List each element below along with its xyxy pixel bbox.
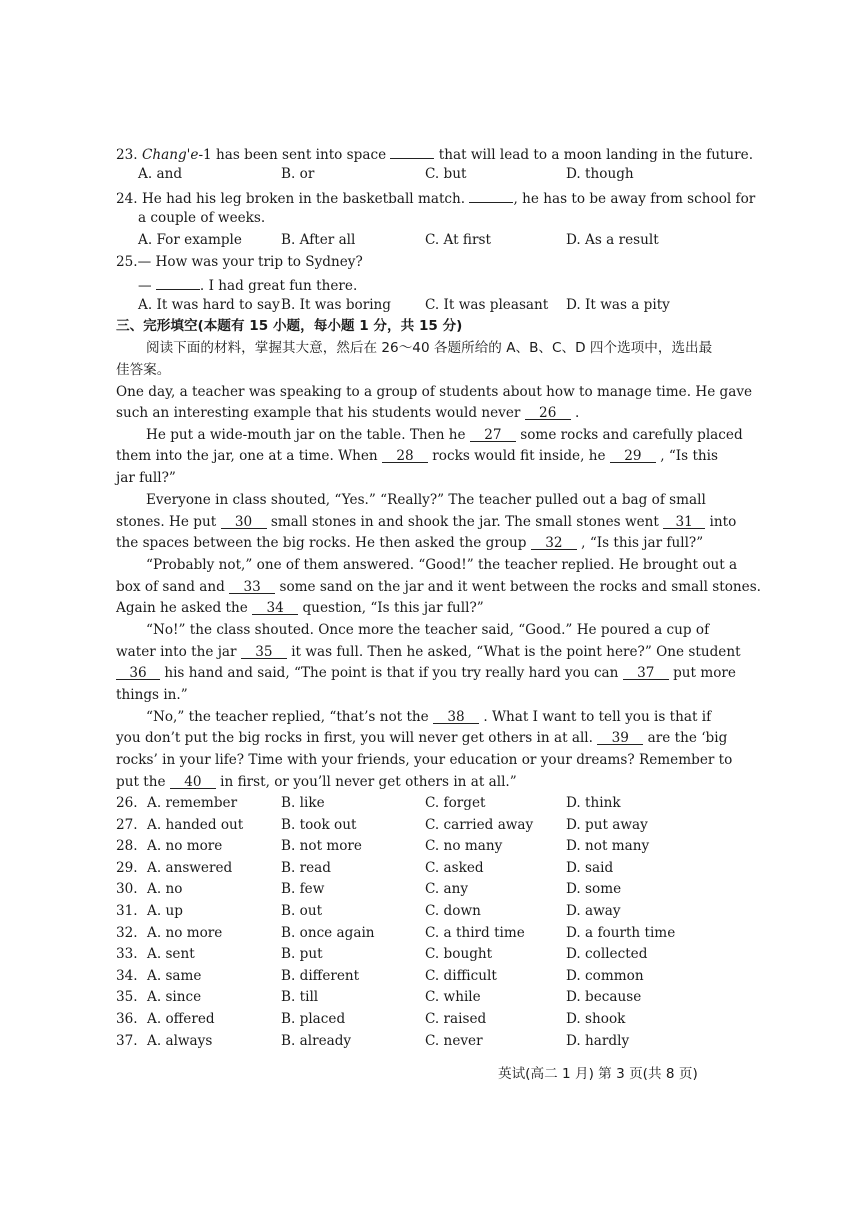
blank-36: 36 xyxy=(116,663,160,680)
option-a: A. It was hard to say xyxy=(138,297,280,313)
answer-option: A. sent xyxy=(147,946,195,963)
passage-line xyxy=(116,728,727,748)
answer-option: B. different xyxy=(281,967,360,984)
blank-35: 35 xyxy=(241,642,287,659)
option-b: B. or xyxy=(281,166,315,182)
blank-40: 40 xyxy=(170,772,216,789)
passage-line xyxy=(116,598,484,618)
answer-option: B. put xyxy=(281,946,323,963)
answer-option: C. a third time xyxy=(425,924,525,941)
answer-option: C. any xyxy=(425,881,469,898)
answer-option: A. no more xyxy=(147,924,223,941)
blank-29: 29 xyxy=(610,446,656,463)
passage-text: question, “Is this jar full?” xyxy=(302,600,484,616)
passage-line xyxy=(116,533,703,553)
question-number: 23. xyxy=(116,147,138,163)
answer-option: D. said xyxy=(566,859,614,876)
answer-number: 30. xyxy=(116,881,138,898)
answer-option: C. raised xyxy=(425,1011,487,1027)
blank-30: 30 xyxy=(221,512,267,529)
answer-option: D. put away xyxy=(566,816,648,833)
passage-text: rocks would fit inside, he xyxy=(432,448,606,464)
answer-option: B. took out xyxy=(281,816,357,833)
passage-line: things in.” xyxy=(116,687,188,703)
answer-number: 37. xyxy=(116,1032,138,1049)
answer-option: C. carried away xyxy=(425,816,534,833)
answer-option: A. remember xyxy=(147,795,238,811)
blank-33: 33 xyxy=(229,577,275,594)
answer-option: D. because xyxy=(566,989,642,1006)
passage-line xyxy=(116,446,718,466)
answer-option: B. like xyxy=(281,795,325,811)
option-d: D. As a result xyxy=(566,232,659,248)
option-c: C. but xyxy=(425,166,467,182)
blank-27: 27 xyxy=(470,425,516,442)
answer-option: D. common xyxy=(566,967,644,984)
answer-option: C. difficult xyxy=(425,967,497,984)
answer-option: B. already xyxy=(281,1032,352,1049)
answer-option: D. away xyxy=(566,903,621,919)
blank-38: 38 xyxy=(433,707,479,724)
answer-number: 36. xyxy=(116,1011,138,1027)
answer-option: C. bought xyxy=(425,946,493,963)
passage-text: stones. He put xyxy=(116,514,217,530)
answer-option: A. no more xyxy=(147,838,223,855)
dash: — xyxy=(138,278,152,294)
passage-text: in first, or you’ll never get others in at all.” xyxy=(220,774,517,790)
passage-text: some sand on the jar and it went between the rocks and small stones. xyxy=(279,579,762,595)
question-text: . I had great fun there. xyxy=(199,278,358,294)
passage-text: put more xyxy=(673,665,736,681)
question-text: He had his leg broken in the basketball match. xyxy=(141,191,466,207)
passage-text: some rocks and carefully placed xyxy=(520,427,743,443)
passage-line xyxy=(116,642,741,662)
question-text: Chang'e xyxy=(141,147,199,163)
answer-option: B. not more xyxy=(281,838,362,855)
question-25 xyxy=(116,252,363,272)
passage-line: “No!” the class shouted. Once more the teacher said, “Good.” He poured a cup of xyxy=(146,622,710,638)
answer-blank xyxy=(469,186,513,203)
passage-text: his hand and said, “The point is that if you try really hard you can xyxy=(164,665,619,681)
question-text: — How was your trip to Sydney? xyxy=(137,254,363,270)
passage-line xyxy=(146,425,743,445)
passage-text: Again he asked the xyxy=(116,600,248,616)
passage-text: them into the jar, one at a time. When xyxy=(116,448,378,464)
blank-39: 39 xyxy=(597,728,643,745)
answer-option: C. no many xyxy=(425,838,503,855)
passage-line: Everyone in class shouted, “Yes.” “Really?” The teacher pulled out a bag of small xyxy=(146,492,706,508)
answer-option: A. answered xyxy=(147,859,233,876)
answer-option: A. same xyxy=(147,967,202,984)
answer-option: D. some xyxy=(566,881,622,898)
passage-text: He put a wide-mouth jar on the table. Then he xyxy=(146,427,466,443)
passage-text: are the ‘big xyxy=(647,730,728,746)
answer-option: B. till xyxy=(281,989,319,1006)
answer-option: D. not many xyxy=(566,838,650,855)
answer-number: 33. xyxy=(116,946,138,963)
passage-text: such an interesting example that his students would never xyxy=(116,405,521,421)
option-a: A. and xyxy=(138,166,183,182)
answer-option: B. out xyxy=(281,903,323,919)
passage-line xyxy=(146,707,711,727)
section-heading: 三、完形填空(本题有 15 小题，每小题 1 分，共 15 分) xyxy=(116,318,463,334)
option-a: A. For example xyxy=(138,232,242,248)
passage-text: you don’t put the big rocks in first, you will never get others in at all. xyxy=(116,730,593,746)
answer-option: D. think xyxy=(566,795,621,811)
answer-option: C. asked xyxy=(425,859,484,876)
passage-text: the spaces between the big rocks. He then asked the group xyxy=(116,535,527,551)
answer-option: D. shook xyxy=(566,1011,626,1027)
question-text: a couple of weeks. xyxy=(138,210,266,226)
passage-line xyxy=(116,663,736,683)
question-number: 24. xyxy=(116,191,138,207)
answer-option: B. few xyxy=(281,881,325,898)
blank-28: 28 xyxy=(382,446,428,463)
passage-text: put the xyxy=(116,774,166,790)
question-24 xyxy=(116,186,755,209)
answer-number: 27. xyxy=(116,816,138,833)
answer-option: A. handed out xyxy=(147,816,244,833)
passage-line: One day, a teacher was speaking to a group of students about how to manage time. He gave xyxy=(116,384,753,400)
passage-line: jar full?” xyxy=(116,470,176,486)
answer-number: 31. xyxy=(116,903,138,919)
answer-option: A. always xyxy=(147,1032,213,1049)
option-d: D. It was a pity xyxy=(566,297,670,313)
passage-text: it was full. Then he asked, “What is the point here?” One student xyxy=(291,644,741,660)
blank-37: 37 xyxy=(623,663,669,680)
answer-option: C. never xyxy=(425,1032,483,1049)
answer-option: A. up xyxy=(147,903,183,919)
answer-option: B. placed xyxy=(281,1011,346,1027)
page-footer: 英试(高二 1 月) 第 3 页(共 8 页) xyxy=(498,1066,698,1082)
passage-text: “No,” the teacher replied, “that’s not the xyxy=(146,709,429,725)
passage-text: , “Is this jar full?” xyxy=(581,535,704,551)
passage-line xyxy=(116,403,579,423)
blank-32: 32 xyxy=(531,533,577,550)
answer-option: C. down xyxy=(425,903,481,919)
question-text: , he has to be away from school for xyxy=(513,191,756,207)
passage-line xyxy=(116,772,517,792)
answer-number: 29. xyxy=(116,859,138,876)
answer-option: D. collected xyxy=(566,946,648,963)
answer-option: B. once again xyxy=(281,924,375,941)
blank-31: 31 xyxy=(663,512,705,529)
answer-option: D. hardly xyxy=(566,1032,630,1049)
answer-number: 35. xyxy=(116,989,138,1006)
answer-blank xyxy=(390,142,434,159)
question-text: that will lead to a moon landing in the future. xyxy=(438,147,754,163)
answer-option: B. read xyxy=(281,859,331,876)
passage-text: into xyxy=(709,514,737,530)
passage-line: rocks’ in your life? Time with your friends, your education or your dreams? Remember to xyxy=(116,752,733,768)
passage-text: box of sand and xyxy=(116,579,225,595)
answer-option: A. no xyxy=(147,881,183,898)
answer-number: 32. xyxy=(116,924,138,941)
passage-text: . xyxy=(575,405,580,421)
passage-text: small stones in and shook the jar. The small stones went xyxy=(270,514,659,530)
option-d: D. though xyxy=(566,166,634,182)
question-23 xyxy=(116,142,753,165)
blank-34: 34 xyxy=(252,598,298,615)
section-instructions: 阅读下面的材料，掌握其大意，然后在 26～40 各题所给的 A、B、C、D 四个选项中，选出最 xyxy=(146,340,713,356)
passage-text: . What I want to tell you is that if xyxy=(483,709,712,725)
option-c: C. It was pleasant xyxy=(425,297,549,313)
passage-text: water into the jar xyxy=(116,644,237,660)
answer-number: 26. xyxy=(116,795,138,811)
answer-option: D. a fourth time xyxy=(566,924,676,941)
passage-line: “Probably not,” one of them answered. “Good!” the teacher replied. He brought out a xyxy=(146,557,738,573)
option-b: B. After all xyxy=(281,232,356,248)
answer-number: 34. xyxy=(116,967,138,984)
option-c: C. At first xyxy=(425,232,491,248)
option-b: B. It was boring xyxy=(281,297,392,313)
blank-26: 26 xyxy=(525,403,571,420)
passage-line xyxy=(116,512,736,532)
question-text xyxy=(138,273,357,296)
answer-option: C. forget xyxy=(425,795,486,811)
passage-line xyxy=(116,577,761,597)
question-text: -1 has been sent into space xyxy=(198,147,387,163)
answer-option: C. while xyxy=(425,989,481,1006)
passage-text: , “Is this xyxy=(660,448,719,464)
answer-blank xyxy=(156,273,200,290)
answer-option: A. offered xyxy=(147,1011,215,1027)
answer-number: 28. xyxy=(116,838,138,855)
answer-option: A. since xyxy=(147,989,202,1006)
section-instructions: 佳答案。 xyxy=(116,362,171,378)
question-number: 25. xyxy=(116,254,138,270)
